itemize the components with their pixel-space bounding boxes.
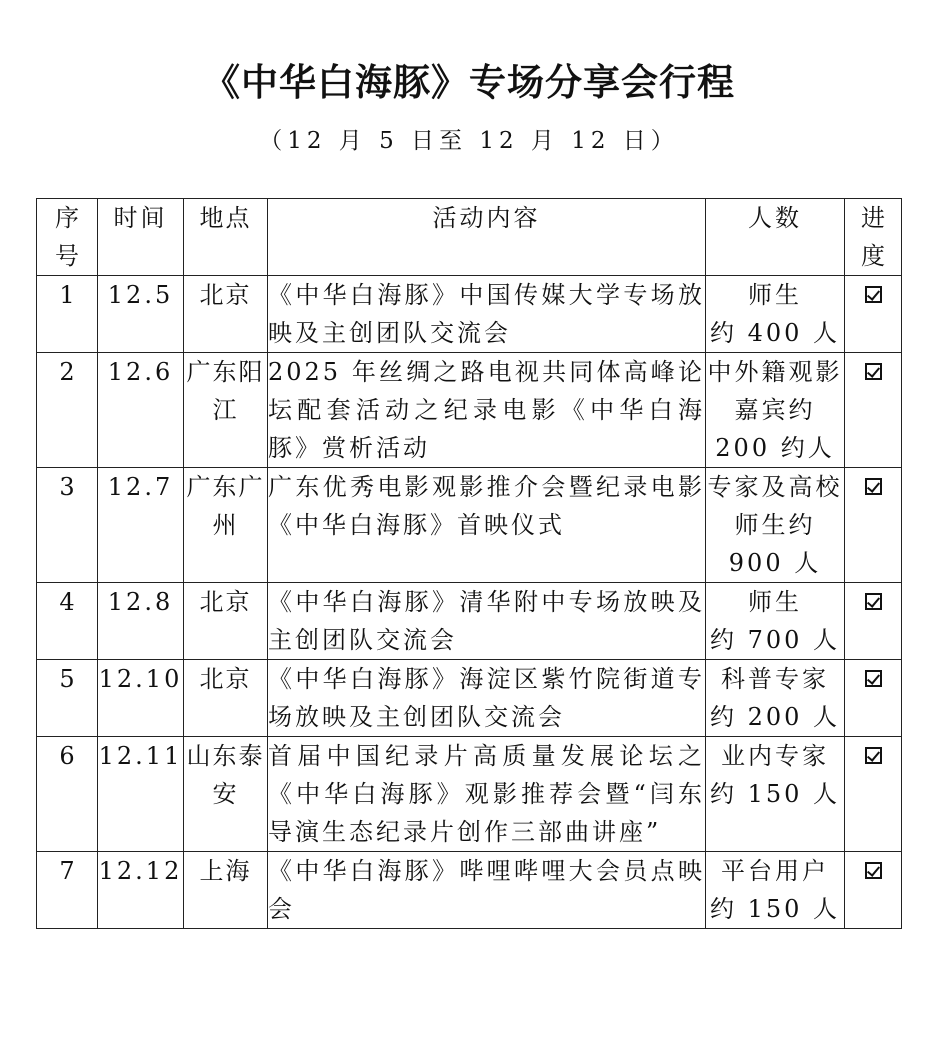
table-row [37,276,902,353]
row-time: 12.11 [98,737,184,852]
row-activity: 《中华白海豚》中国传媒大学专场放映及主创团队交流会 [268,276,706,353]
row-people: 业内专家 约 150 人 [706,737,845,852]
row-progress [845,353,902,468]
row-place: 广东阳江 [184,353,268,468]
row-time: 12.7 [98,468,184,583]
row-time: 12.8 [98,583,184,660]
page-title: 《中华白海豚》专场分享会行程 [203,60,735,104]
row-time: 12.10 [98,660,184,737]
row-index: 4 [37,583,98,660]
row-place: 北京 [184,660,268,737]
header-index: 序 号 [37,199,98,276]
row-progress [845,737,902,852]
row-people: 平台用户 约 150 人 [706,852,845,929]
row-place: 北京 [184,276,268,353]
header-place: 地点 [184,199,268,276]
table-header-row [37,199,902,276]
row-index: 3 [37,468,98,583]
row-people: 专家及高校师生约 900 人 [706,468,845,583]
row-people: 师生 约 700 人 [706,583,845,660]
row-people: 中外籍观影嘉宾约 200 约人 [706,353,845,468]
header-progress: 进 度 [845,199,902,276]
row-place: 北京 [184,583,268,660]
checkbox-checked-icon [865,862,882,879]
table-row [37,583,902,660]
row-index: 5 [37,660,98,737]
row-index: 1 [37,276,98,353]
row-index: 7 [37,852,98,929]
row-activity: 广东优秀电影观影推介会暨纪录电影《中华白海豚》首映仪式 [268,468,706,583]
row-activity: 《中华白海豚》哔哩哔哩大会员点映会 [268,852,706,929]
table-row [37,737,902,852]
row-activity: 《中华白海豚》清华附中专场放映及主创团队交流会 [268,583,706,660]
checkbox-checked-icon [865,670,882,687]
header-time: 时间 [98,199,184,276]
row-place: 广东广州 [184,468,268,583]
table-row [37,353,902,468]
row-activity: 首届中国纪录片高质量发展论坛之《中华白海豚》观影推荐会暨“闫东导演生态纪录片创作三部曲讲座” [268,737,706,852]
row-progress [845,660,902,737]
row-time: 12.5 [98,276,184,353]
row-activity: 2025 年丝绸之路电视共同体高峰论坛配套活动之纪录电影《中华白海豚》赏析活动 [268,353,706,468]
checkbox-checked-icon [865,363,882,380]
date-range-subtitle: （12 月 5 日至 12 月 12 日） [259,128,679,154]
schedule-table [36,198,902,929]
row-index: 2 [37,353,98,468]
table-row [37,468,902,583]
header-people: 人数 [706,199,845,276]
row-place: 上海 [184,852,268,929]
row-people: 师生 约 400 人 [706,276,845,353]
row-place: 山东泰安 [184,737,268,852]
row-time: 12.12 [98,852,184,929]
row-progress [845,583,902,660]
row-progress [845,276,902,353]
checkbox-checked-icon [865,747,882,764]
row-people: 科普专家 约 200 人 [706,660,845,737]
row-activity: 《中华白海豚》海淀区紫竹院街道专场放映及主创团队交流会 [268,660,706,737]
row-index: 6 [37,737,98,852]
header-activity: 活动内容 [268,199,706,276]
row-time: 12.6 [98,353,184,468]
table-row [37,852,902,929]
checkbox-checked-icon [865,286,882,303]
checkbox-checked-icon [865,478,882,495]
checkbox-checked-icon [865,593,882,610]
row-progress [845,852,902,929]
table-row [37,660,902,737]
row-progress [845,468,902,583]
